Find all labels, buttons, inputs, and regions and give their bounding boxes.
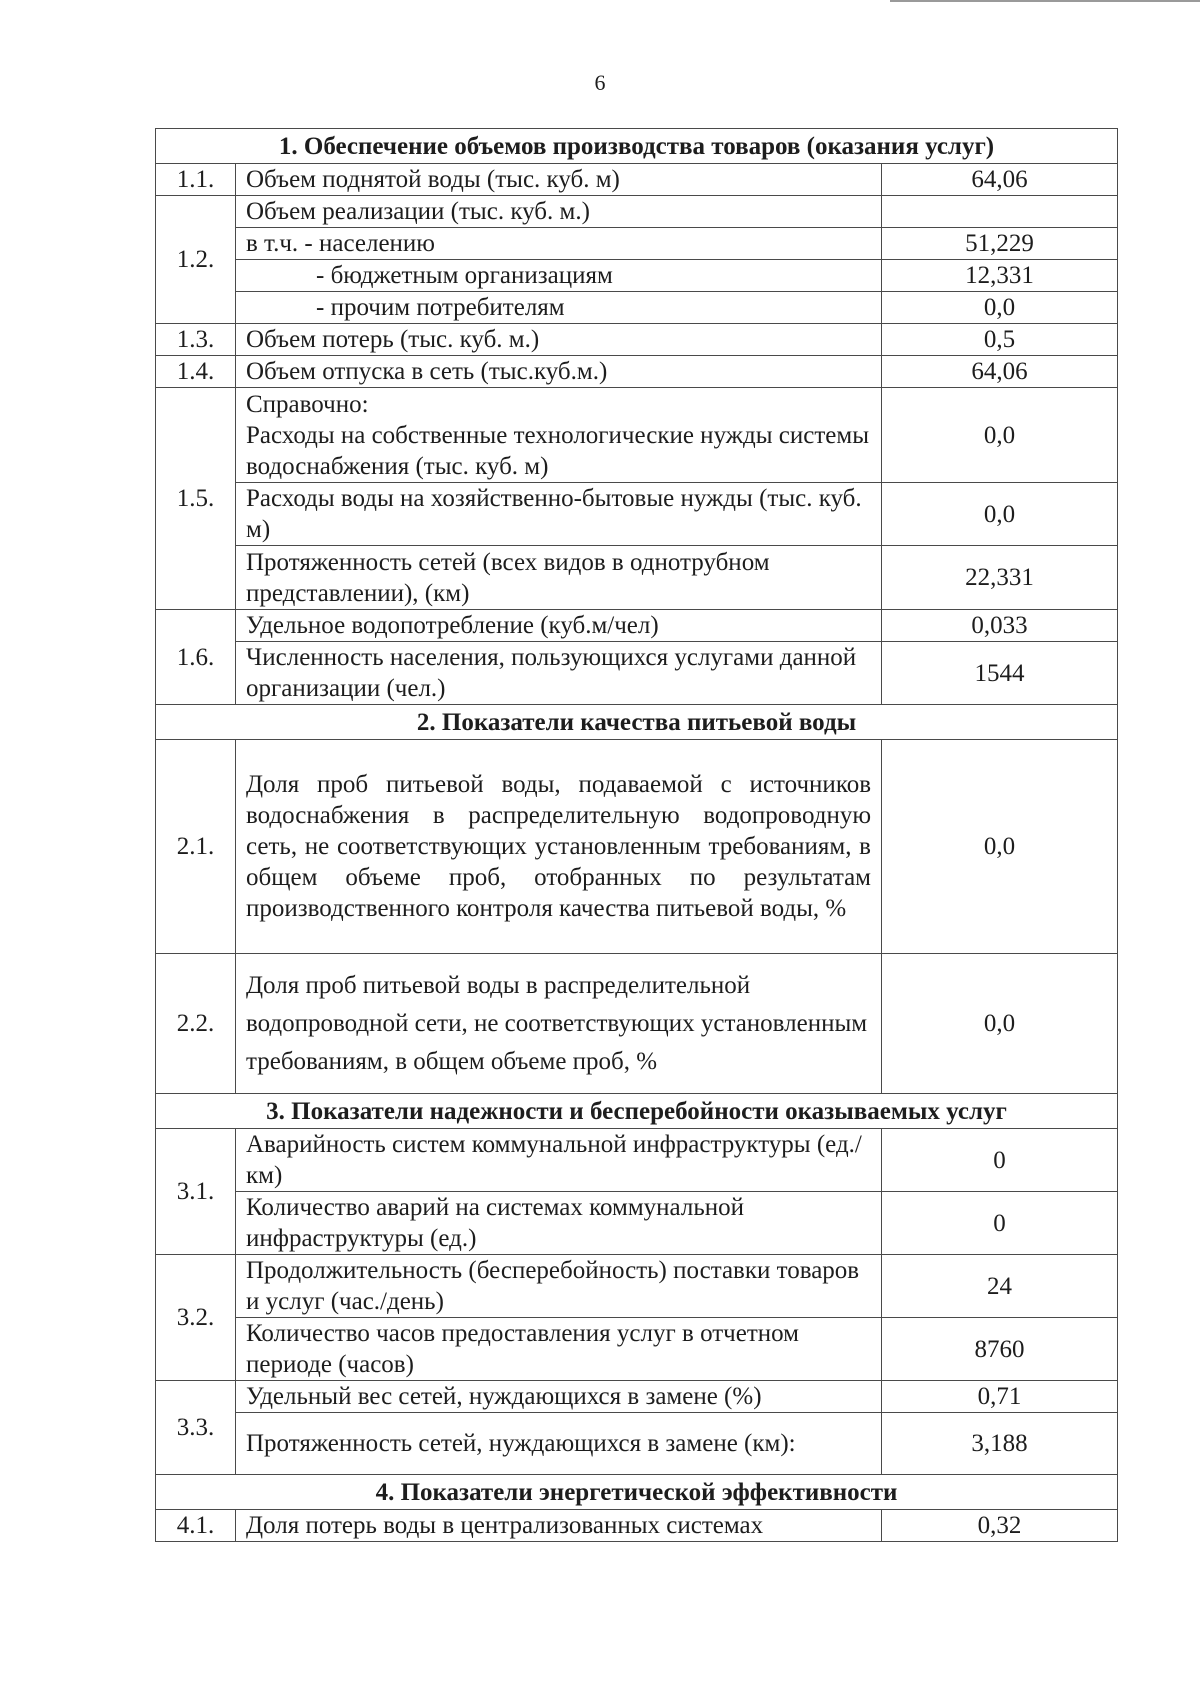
row-description: Доля проб питьевой воды в распределительной водопроводной сети, не соответствующих установленным требованиям, в общем объеме проб, % [236, 954, 882, 1094]
row-description: Количество аварий на системах коммунальной инфраструктуры (ед.) [236, 1192, 882, 1255]
row-value: 0 [882, 1192, 1118, 1255]
table-row [156, 388, 1118, 483]
row-description: Удельное водопотребление (куб.м/чел) [236, 610, 882, 642]
row-value: 51,229 [882, 228, 1118, 260]
row-value: 0,033 [882, 610, 1118, 642]
section-header-4: 4. Показатели энергетической эффективности [156, 1475, 1118, 1510]
table-row [156, 1129, 1118, 1192]
row-description: Аварийность систем коммунальной инфраструктуры (ед./км) [236, 1129, 882, 1192]
section-header-1: 1. Обеспечение объемов производства товаров (оказания услуг) [156, 129, 1118, 164]
row-value: 0,5 [882, 324, 1118, 356]
page-number: 6 [594, 70, 606, 95]
row-number: 2.1. [156, 740, 236, 954]
row-value: 0,0 [882, 740, 1118, 954]
table-row [156, 1318, 1118, 1381]
row-number: 2.2. [156, 954, 236, 1094]
row-description: Количество часов предоставления услуг в отчетном периоде (часов) [236, 1318, 882, 1381]
table-row [156, 610, 1118, 642]
row-description: Расходы воды на хозяйственно-бытовые нужды (тыс. куб. м) [236, 483, 882, 546]
row-value: 1544 [882, 642, 1118, 705]
row-description: Удельный вес сетей, нуждающихся в замене (%) [236, 1381, 882, 1413]
row-value: 0,0 [882, 292, 1118, 324]
row-number: 1.6. [156, 610, 236, 705]
row-number: 4.1. [156, 1510, 236, 1542]
table-row [156, 356, 1118, 388]
table-row [156, 324, 1118, 356]
row-number: 1.4. [156, 356, 236, 388]
table-row [156, 1192, 1118, 1255]
row-number: 1.1. [156, 164, 236, 196]
section-header-3: 3. Показатели надежности и бесперебойности оказываемых услуг [156, 1094, 1118, 1129]
row-description: Доля проб питьевой воды, подаваемой с источников водоснабжения в распределительную водопроводную сеть, не соответствующих установленным требованиям, в общем объеме проб, отобранных по результатам производственного контроля качества питьевой воды, % [236, 740, 882, 954]
row-number: 3.2. [156, 1255, 236, 1381]
row-value: 64,06 [882, 356, 1118, 388]
row-description: Протяженность сетей, нуждающихся в замене (км): [236, 1413, 882, 1475]
table-row [156, 740, 1118, 954]
row-value: 24 [882, 1255, 1118, 1318]
row-value: 3,188 [882, 1413, 1118, 1475]
table-row [156, 196, 1118, 228]
table-row [156, 642, 1118, 705]
row-description: Объем поднятой воды (тыс. куб. м) [236, 164, 882, 196]
row-description: Объем отпуска в сеть (тыс.куб.м.) [236, 356, 882, 388]
table-row [156, 483, 1118, 546]
row-description: Протяженность сетей (всех видов в однотрубном представлении), (км) [236, 546, 882, 610]
reference-label: Справочно: [246, 390, 369, 418]
table-row [156, 954, 1118, 1094]
row-value: 0,0 [882, 483, 1118, 546]
row-number: 3.1. [156, 1129, 236, 1255]
table-row [156, 1510, 1118, 1542]
row-description: в т.ч. - населению [236, 228, 882, 260]
row-value: 0,32 [882, 1510, 1118, 1542]
row-description: Доля потерь воды в централизованных системах [236, 1510, 882, 1542]
row-number: 3.3. [156, 1381, 236, 1475]
row-value [882, 196, 1118, 228]
row-value: 0,71 [882, 1381, 1118, 1413]
row-description: Объем реализации (тыс. куб. м.) [236, 196, 882, 228]
row-description: - прочим потребителям [236, 292, 882, 324]
row-number: 1.2. [156, 196, 236, 324]
row-number: 1.5. [156, 388, 236, 610]
table-row [156, 1255, 1118, 1318]
row-number: 1.3. [156, 324, 236, 356]
row-value: 8760 [882, 1318, 1118, 1381]
row-description: Справочно: Расходы на собственные технологические нужды системы водоснабжения (тыс. куб. м) [236, 388, 882, 483]
row-description: Объем потерь (тыс. куб. м.) [236, 324, 882, 356]
indicators-table [155, 128, 1118, 1542]
table-row [156, 260, 1118, 292]
table-row [156, 164, 1118, 196]
row-description: Численность населения, пользующихся услугами данной организации (чел.) [236, 642, 882, 705]
row-description: Продолжительность (бесперебойность) поставки товаров и услуг (час./день) [236, 1255, 882, 1318]
scan-edge-line [890, 0, 1200, 2]
row-value: 0,0 [882, 954, 1118, 1094]
table-row [156, 228, 1118, 260]
table-row [156, 1413, 1118, 1475]
row-description: - бюджетным организациям [236, 260, 882, 292]
row-value: 22,331 [882, 546, 1118, 610]
row-value: 64,06 [882, 164, 1118, 196]
table-row [156, 546, 1118, 610]
row-value: 0 [882, 1129, 1118, 1192]
table-row [156, 1381, 1118, 1413]
row-value: 12,331 [882, 260, 1118, 292]
section-header-2: 2. Показатели качества питьевой воды [156, 705, 1118, 740]
row-value: 0,0 [882, 388, 1118, 483]
table-row [156, 292, 1118, 324]
